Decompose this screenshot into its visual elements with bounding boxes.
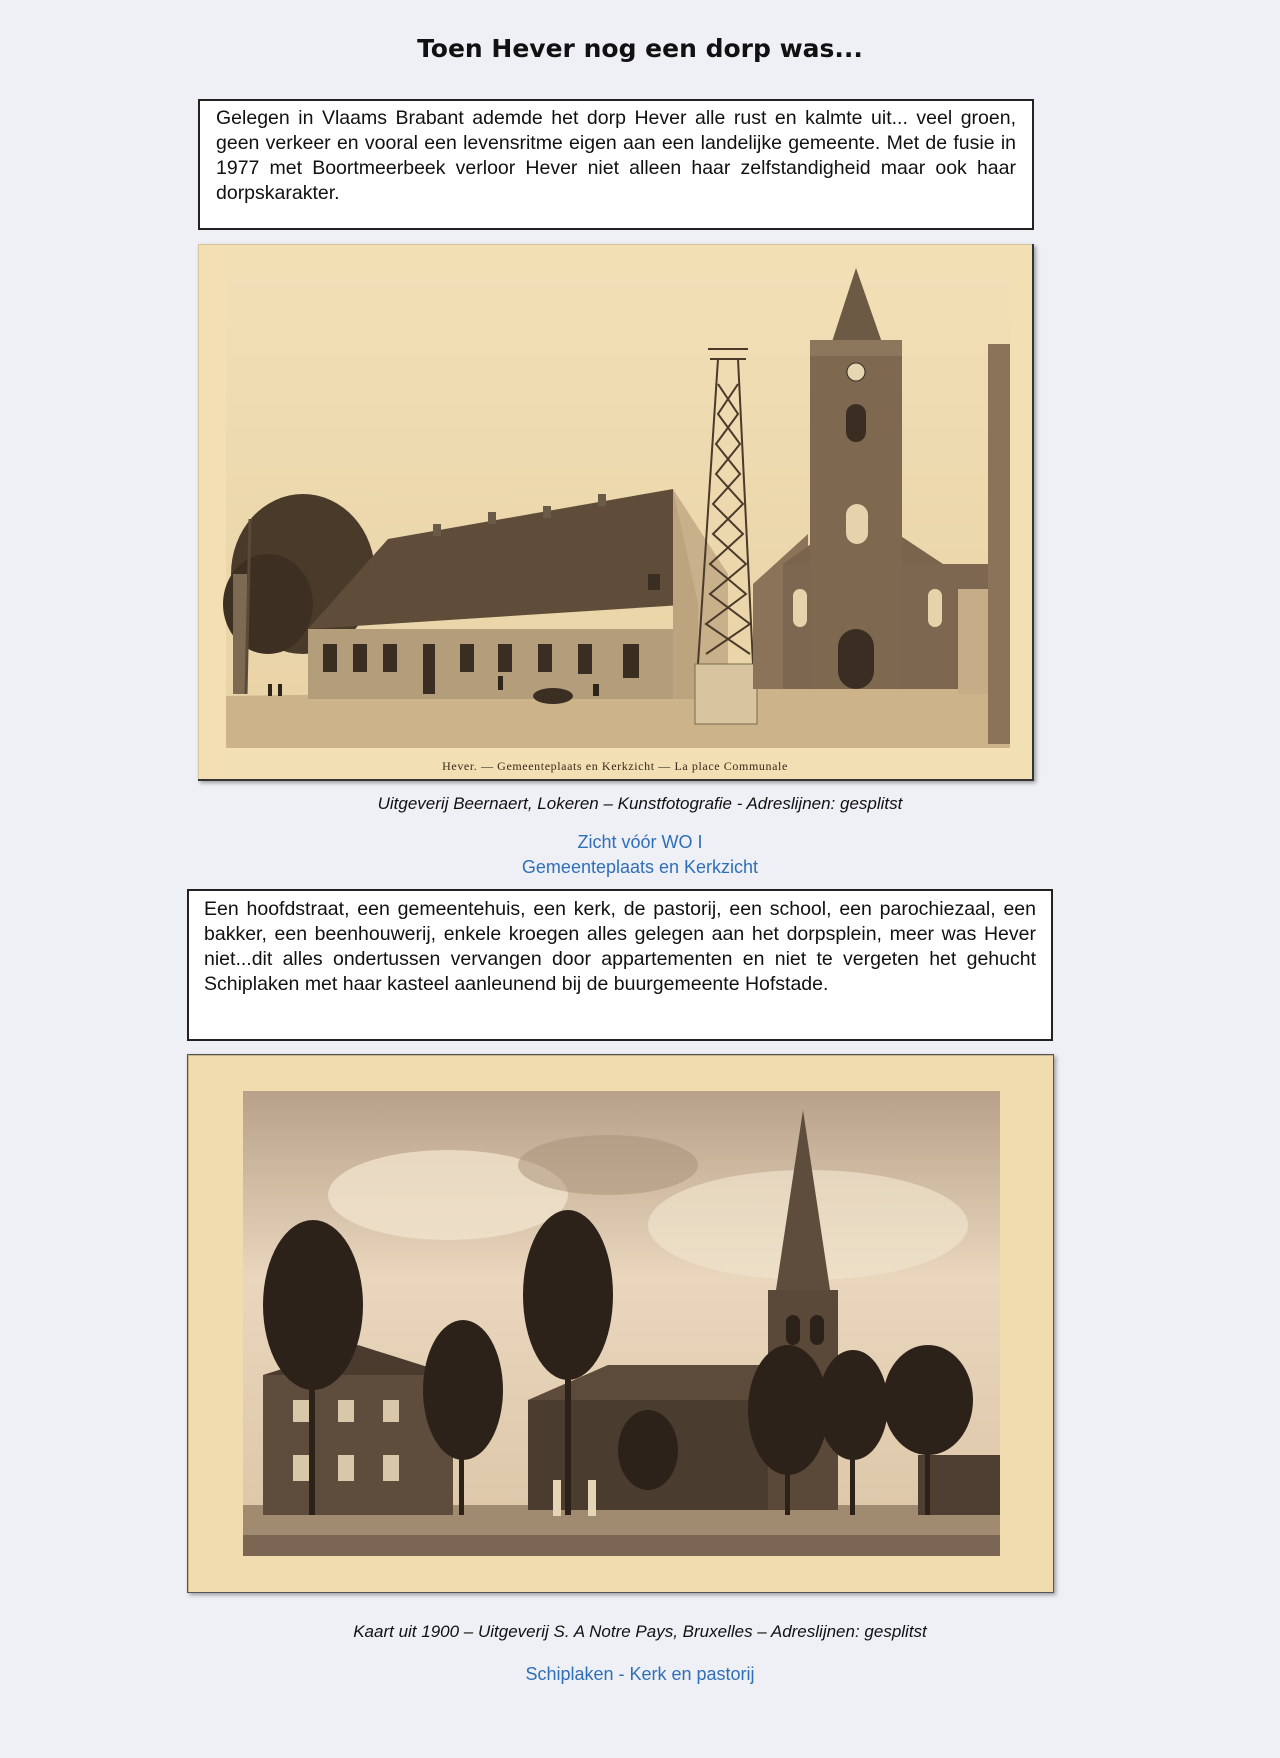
postcard-village-square-photo xyxy=(198,244,1034,781)
intro-text: Gelegen in Vlaams Brabant ademde het dorp Hever alle rust en kalmte uit... veel groen, geen verkeer en vooral een levensritme eigen aan een landelijke gemeente. Met de fusie in 1977 met Boortmeerbeek verloor Hever niet alleen haar zelfstandigheid maar ook haar dorpskarakter. xyxy=(216,107,1016,204)
postcard-church-rectory xyxy=(187,1054,1054,1593)
postcard-village-square xyxy=(198,244,1034,781)
second-text: Een hoofdstraat, een gemeentehuis, een kerk, de pastorij, een school, een parochiezaal, een bakker, een beenhouwerij, enkele kroegen alles gelegen aan het dorpsplein, meer was Hever niet...dit alles ondertussen vervangen door appartementen en niet te vergeten het gehucht Schiplaken met haar kasteel aanleunend bij de buurgemeente Hofstade. xyxy=(204,898,1036,995)
postcard-printed-legend: Hever. — Gemeenteplaats en Kerkzicht — La place Communale xyxy=(442,759,788,773)
postcard-1-subtitle-line1: Zicht vóór WO I xyxy=(577,832,703,852)
postcard-2-caption: Kaart uit 1900 – Uitgeverij S. A Notre Pays, Bruxelles – Adreslijnen: gesplitst xyxy=(353,1622,927,1641)
postcard-1-subtitle-line2: Gemeenteplaats en Kerkzicht xyxy=(521,857,759,877)
page-title: Toen Hever nog een dorp was... xyxy=(417,34,863,63)
intro-text-box xyxy=(198,99,1034,230)
second-text-box xyxy=(187,889,1053,1041)
postcard-1-caption: Uitgeverij Beernaert, Lokeren – Kunstfotografie - Adreslijnen: gesplitst xyxy=(377,794,903,813)
postcard-church-rectory-photo xyxy=(188,1055,1054,1593)
postcard-2-subtitle: Schiplaken - Kerk en pastorij xyxy=(525,1664,755,1684)
